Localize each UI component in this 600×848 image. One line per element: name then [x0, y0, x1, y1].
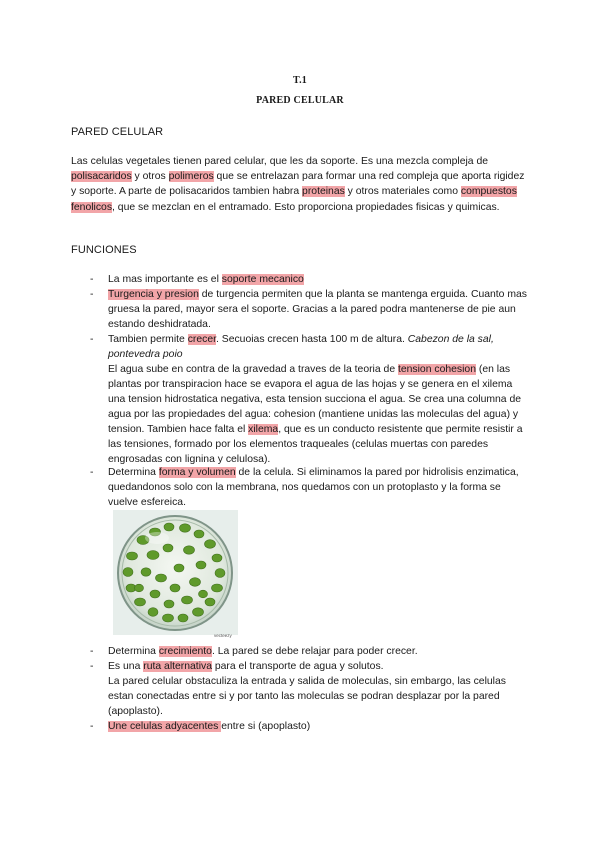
text-run: La pared celular obstaculiza la entrada y salida de moleculas, sin embargo, las celulas estan conectadas entre si y por tanto las moleculas se podran desplazar por la pared (apoplasto). — [108, 676, 506, 717]
text-run: El agua sube en contra de la gravedad a traves de la teoria de — [108, 364, 398, 375]
highlight-soporte-mecanico: soporte mecanico — [221, 274, 304, 285]
protoplast-illustration — [113, 510, 238, 635]
text-run: para el transporte de agua y solutos. — [211, 661, 384, 672]
text-run: Las celulas vegetales tienen pared celular, que les da soporte. Es una mezcla compleja de — [71, 156, 489, 167]
italic-note: Cabezon de la sal, pontevedra poio — [108, 334, 494, 360]
highlight-crecimiento: crecimiento — [158, 646, 212, 657]
text-run: y otros materiales como — [344, 186, 461, 198]
highlight-polisacaridos: polisacaridos — [71, 171, 132, 183]
highlight-forma-volumen: forma y volumen — [158, 467, 236, 478]
text-run: Es una — [108, 661, 144, 672]
page-title: T.1 — [292, 75, 308, 86]
image-credit: vecteezy — [214, 633, 232, 638]
list-item-text — [108, 287, 528, 332]
text-run: La mas importante es el — [108, 274, 222, 285]
list-item-text — [108, 272, 528, 287]
list-item-text — [108, 644, 528, 659]
highlight-crecer: crecer — [187, 334, 216, 345]
text-run: de la celula. Si eliminamos la pared por hidrolisis enzimatica, quedandonos solo con la membrana, nos quedamos con un protoplasto y la forma se vuelve esfereica. — [108, 467, 519, 508]
text-run: Tambien permite — [108, 334, 188, 345]
section-heading-pared: PARED CELULAR — [71, 126, 164, 138]
text-run: y otros — [131, 171, 169, 183]
highlight-tension-cohesion: tension cohesion — [397, 364, 476, 375]
page-subtitle: PARED CELULAR — [256, 95, 344, 106]
list-dash: - — [90, 274, 94, 285]
highlight-polimeros: polimeros — [168, 171, 214, 183]
highlight-compuestos-fenolicos: compuestos fenolicos — [71, 186, 517, 213]
text-run: entre si (apoplasto) — [221, 721, 311, 732]
list-dash: - — [90, 646, 94, 657]
list-dash: - — [90, 289, 94, 300]
text-run: , que se mezclan en el entramado. Esto proporciona propiedades fisicas y quimicas. — [112, 201, 500, 213]
list-item-text — [108, 719, 528, 734]
text-run: de turgencia permiten que la planta se mantenga erguida. Cuanto mas gruesa la pared, mayor sera el soporte. Gracias a la pared podra mantenerse de pie aun estando deshidratada. — [108, 289, 527, 330]
text-run: (en las plantas por transpiracion hace se evapora el agua de las hojas y se genera en el xilema una tension hidrostatica negativa, esta tension succiona el agua. Se crea una columna de agua por las propiedades del agua: cohesion (mantiene unidas las moleculas del agua) y tension. Tambien hace falta el — [108, 364, 522, 435]
list-dash: - — [90, 334, 94, 345]
list-item-text — [108, 332, 528, 467]
list-dash: - — [90, 467, 94, 478]
list-dash: - — [90, 661, 94, 672]
text-run: que se entrelazan para formar una red compleja que aporta rigidez y soporte. A parte de polisacaridos tambien habra — [71, 171, 525, 198]
text-run: Determina — [108, 467, 159, 478]
highlight-ruta-alternativa: ruta alternativa — [143, 661, 212, 672]
protoplast-cell-image — [113, 510, 238, 635]
text-run: . Secuoias crecen hasta 100 m de altura. — [216, 334, 408, 345]
text-run: . La pared se debe relajar para poder crecer. — [211, 646, 418, 657]
list-item-text — [108, 659, 528, 719]
section-heading-funciones: FUNCIONES — [71, 244, 137, 256]
list-item-text — [108, 465, 528, 510]
highlight-turgencia-presion: Turgencia y presion — [108, 289, 199, 300]
intro-paragraph — [71, 154, 531, 215]
text-run: , que es un conducto resistente que permite resistir a las tensiones, formado por los elementos traqueales (celulas muertas con paredes engrosadas con lignina y celulosa). — [108, 424, 523, 465]
highlight-une-celulas: Une celulas adyacentes — [108, 721, 222, 732]
highlight-xilema: xilema — [248, 424, 279, 435]
text-run: Determina — [108, 646, 159, 657]
highlight-proteinas: proteinas — [302, 186, 345, 198]
list-dash: - — [90, 721, 94, 732]
